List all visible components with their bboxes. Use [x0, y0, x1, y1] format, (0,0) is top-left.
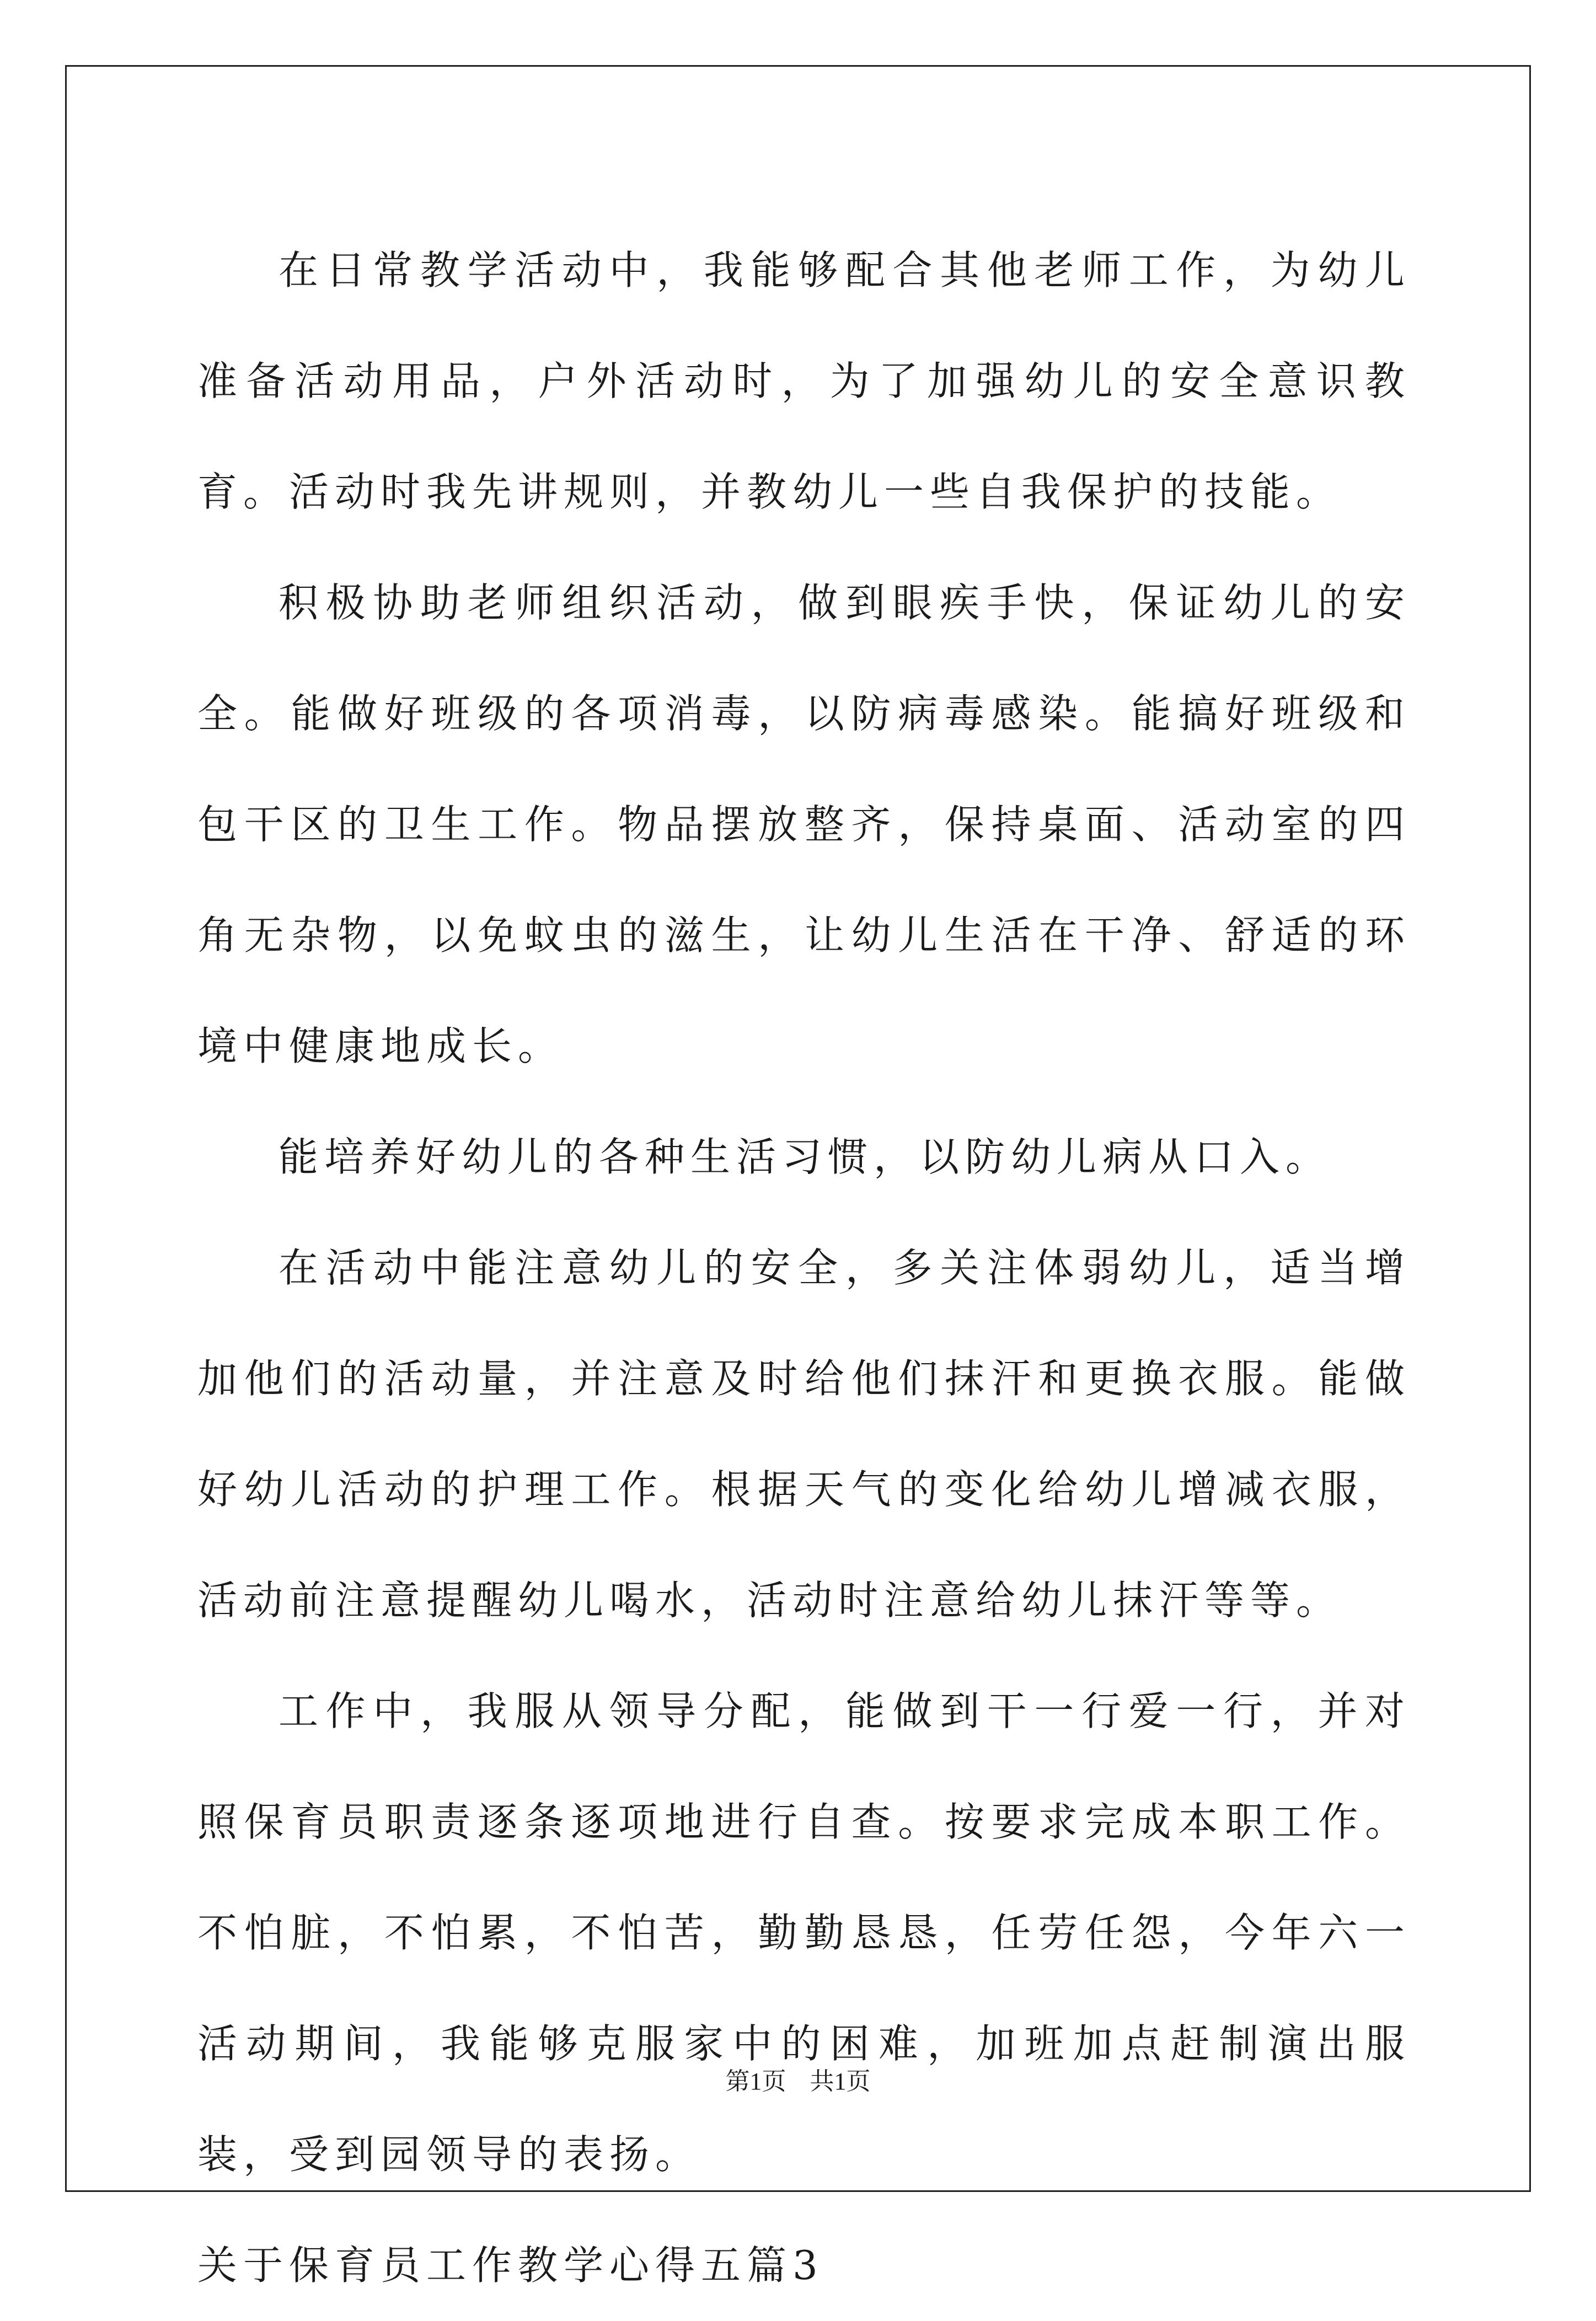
- page-number: 第1页: [725, 2068, 786, 2095]
- section-heading: 关于保育员工作教学心得五篇3: [197, 2242, 824, 2288]
- paragraph: 在活动中能注意幼儿的安全，多关注体弱幼儿，适当增加他们的活动量，并注意及时给他们抹汗和更换衣服。能做好幼儿活动的护理工作。根据天气的变化给幼儿增减衣服，活动前注意提醒幼儿喝水，活动时注意给幼儿抹汗等等。: [197, 1245, 1411, 1623]
- document-body: [197, 215, 1411, 2321]
- paragraph: 积极协助老师组织活动，做到眼疾手快，保证幼儿的安全。能做好班级的各项消毒，以防病毒感染。能搞好班级和包干区的卫生工作。物品摆放整齐，保持桌面、活动室的四角无杂物，以免蚊虫的滋生，让幼儿生活在干净、舒适的环境中健康地成长。: [197, 580, 1411, 1069]
- paragraph: 工作中，我服从领导分配，能做到干一行爱一行，并对照保育员职责逐条逐项地进行自查。按要求完成本职工作。不怕脏，不怕累，不怕苦，勤勤恳恳，任劳任怨，今年六一活动期间，我能够克服家中的困难，加班加点赶制演出服装，受到园领导的表扬。: [197, 1688, 1411, 2178]
- paragraph: 能培养好幼儿的各种生活习惯，以防幼儿病从口入。: [279, 1134, 1332, 1180]
- page-total: 共1页: [810, 2068, 871, 2095]
- paragraph: 在日常教学活动中，我能够配合其他老师工作，为幼儿准备活动用品，户外活动时，为了加强幼儿的安全意识教育。活动时我先讲规则，并教幼儿一些自我保护的技能。: [197, 247, 1411, 515]
- page-footer: [0, 2065, 1596, 2098]
